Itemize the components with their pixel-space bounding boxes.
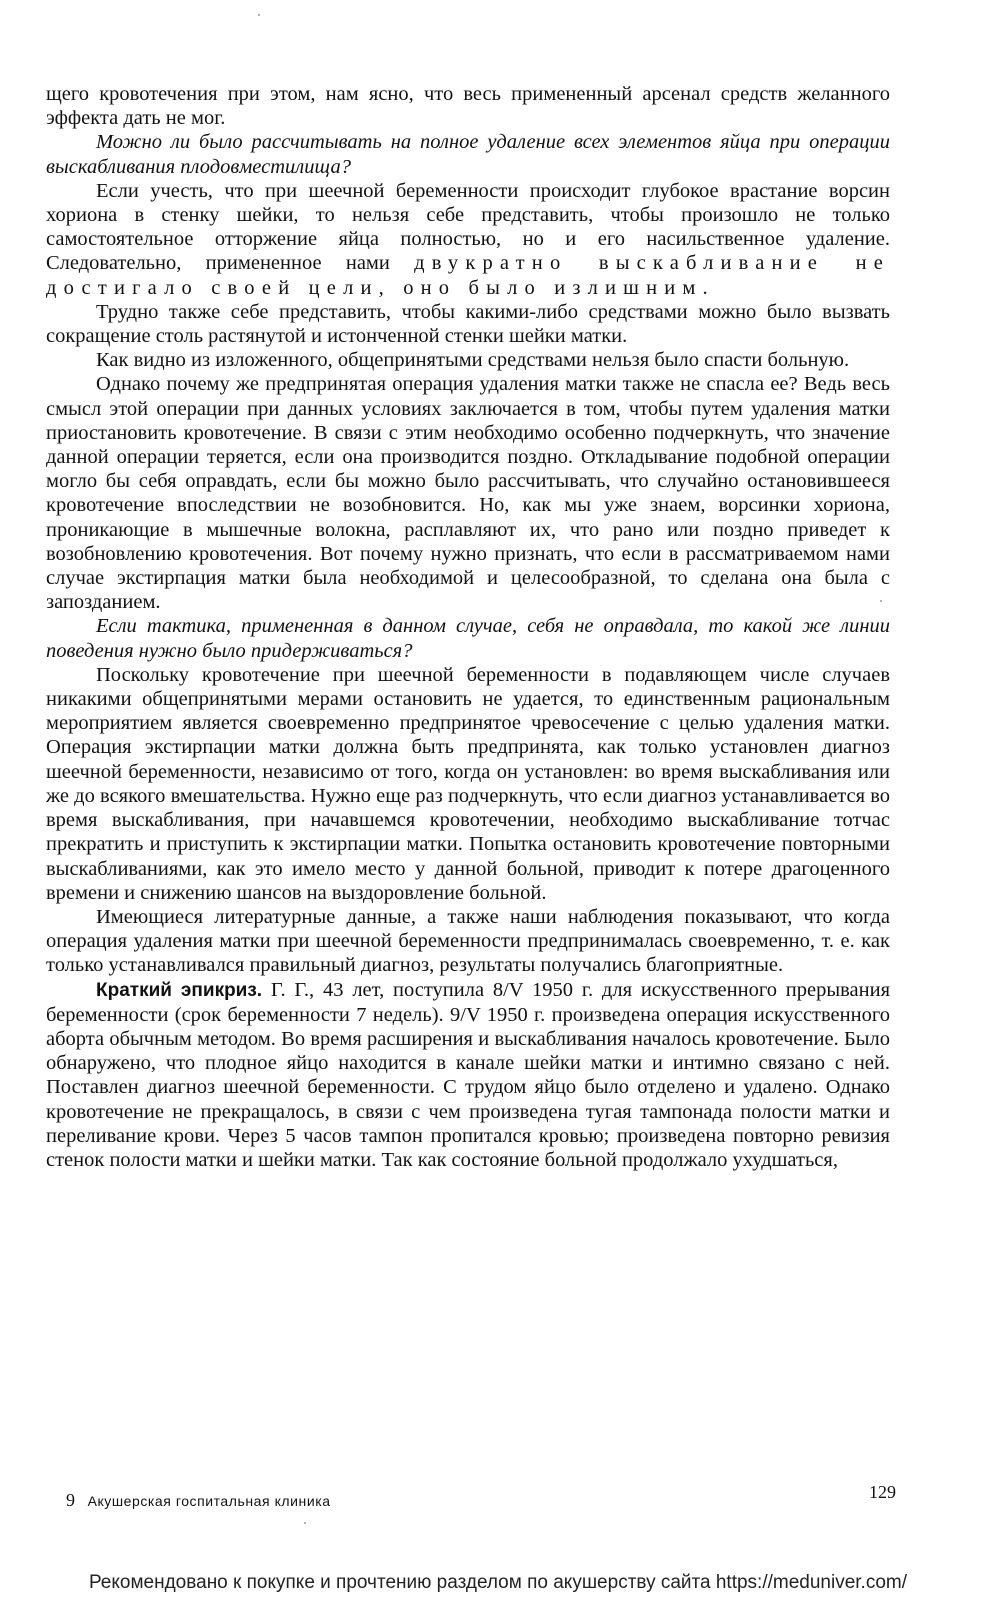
promo-caption: Рекомендовано к покупке и прочтению разделом по акушерству сайта https://meduniver.com/ — [88, 1572, 908, 1593]
page-number: 129 — [869, 1482, 896, 1502]
question-1: Можно ли было рассчитывать на полное удаление всех элементов яйца при операции выскабливания плодовместилища? — [46, 131, 890, 178]
scan-speck — [304, 1522, 306, 1524]
paragraph-6: Поскольку кровотечение при шеечной беременности в подавляющем числе случаев никакими общепринятыми мерами остановить не удается, то единственным рациональным мероприятием является своевременно предпринятое чревосечение с целью удаления матки. Операция экстирпации матки должна быть предпринята, как только установлен диагноз шеечной беременности, независимо от того, когда он установлен: во время выскабливания или же до всякого вмешательства. Нужно еще раз подчеркнуть, что если диагноз устанавливается во время выскабливания, при начавшемся кровотечении, необходимо выскабливание тотчас прекратить и приступить к экстирпации матки. Попытка остановить кровотечение повторными выскабливаниями, как это имело место у данной больной, приводит к потере драгоценного времени и снижению шансов на выздоровление больной. — [46, 663, 890, 904]
paragraph-2 — [46, 179, 890, 300]
scan-speck — [880, 600, 882, 602]
question-2: Если тактика, примененная в данном случае, себя не оправдала, то какой же линии поведения нужно было придерживаться? — [46, 615, 890, 662]
signature-number: 9 — [66, 1490, 76, 1510]
paragraph-7: Имеющиеся литературные данные, а также наши наблюдения показывают, что когда операция удаления матки при шеечной беременности предпринималась своевременно, т. е. как только устанавливался правильный диагноз, результаты получались благоприятные. — [46, 905, 890, 977]
paragraph-2-spaced: двукратно выскабливание не достигало своей цели, оно было излишним. — [46, 252, 890, 299]
epicrisis-text: Г. Г., 43 лет, поступила 8/V 1950 г. для искусственного прерывания беременности (срок беременности 7 недель). 9/V 1950 г. произведена операция искусственного аборта обычным методом. Во время расширения и выскабливания началось кровотечение. Было обнаружено, что плодное яйцо находится в канале шейки матки и интимно связано с ней. Поставлен диагноз шеечной беременности. С трудом яйцо было отделено и удалено. Однако кровотечение не прекращалось, в связи с чем произведена тугая тампонада полости матки и переливание крови. Через 5 часов тампон пропитался кровью; произведена повторно ревизия стенок полости матки и шейки матки. Так как состояние больной продолжало ухудшаться, — [46, 978, 891, 1171]
printer-signature — [66, 1490, 331, 1511]
paragraph-2-text: Если учесть, что при шеечной беременности происходит глубокое врастание ворсин хориона в стенку шейки, то нельзя себе представить, чтобы произошло не только самостоятельное отторжение яйца полностью, но и его насильственное удаление. Следовательно, примененное нами — [46, 179, 890, 275]
epicrisis-heading: Краткий эпикриз. — [96, 979, 263, 1001]
paragraph-epicrisis — [46, 978, 890, 1173]
scan-speck — [258, 14, 260, 16]
paragraph-3: Трудно также себе представить, чтобы какими-либо средствами можно было вызвать сокращение столь растянутой и истонченной стенки шейки матки. — [46, 300, 890, 348]
page-footer — [66, 1482, 896, 1514]
page-body — [46, 82, 890, 1172]
paragraph-5: Однако почему же предпринятая операция удаления матки также не спасла ее? Ведь весь смысл этой операции при данных условиях заключается в том, чтобы путем удаления матки приостановить кровотечение. В связи с этим необходимо особенно подчеркнуть, что значение данной операции теряется, если она производится поздно. Откладывание подобной операции могло бы себя оправдать, если бы можно было рассчитывать, что случайно остановившееся кровотечение впоследствии не возобновится. Но, как мы уже знаем, ворсинки хориона, проникающие в мышечные волокна, расплавляют их, что рано или поздно приведет к возобновлению кровотечения. Вот почему нужно признать, что если в рассматриваемом нами случае экстирпация матки была необходимой и целесообразной, то сделана она была с запозданием. — [46, 373, 890, 614]
paragraph-1: щего кровотечения при этом, нам ясно, что весь примененный арсенал средств желанного эффекта дать не мог. — [46, 83, 890, 130]
paragraph-4: Как видно из изложенного, общепринятыми средствами нельзя было спасти больную. — [96, 349, 850, 372]
signature-text: Акушерская госпитальная клиника — [87, 1493, 331, 1509]
